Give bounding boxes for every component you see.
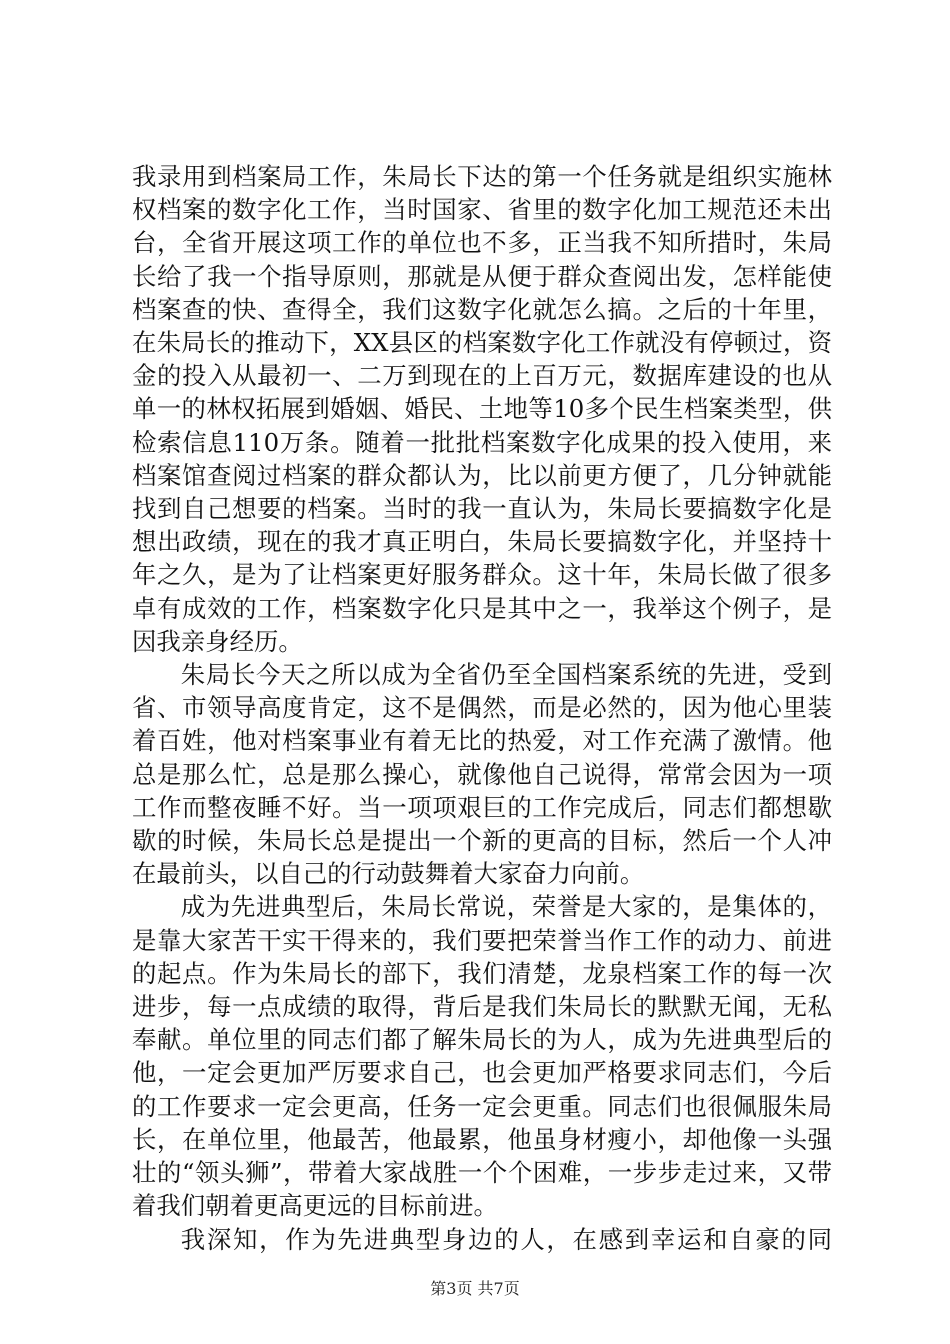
paragraph-3: 成为先进典型后，朱局长常说，荣誉是大家的，是集体的，是靠大家苦干实干得来的，我们要把荣誉当作工作的动力、前进的起点。作为朱局长的部下，我们清楚，龙泉档案工作的每一次进步，每一点成绩的取得，背后是我们朱局长的默默无闻，无私奉献。单位里的同志们都了解朱局长的为人，成为先进典型后的他，一定会更加严厉要求自己，也会更加严格要求同志们，今后的工作要求一定会更高，任务一定会更重。同志们也很佩服朱局长，在单位里，他最苦，他最累，他虽身材瘦小，却他像一头强壮的“领头狮”，带着大家战胜一个个困难，一步步走过来，又带着我们朝着更高更远的目标前进。 xyxy=(132,892,832,1221)
paragraph-2: 朱局长今天之所以成为全省仍至全国档案系统的先进，受到省、市领导高度肯定，这不是偶然，而是必然的，因为他心里装着百姓，他对档案事业有着无比的热爱，对工作充满了激情。他总是那么忙，总是那么操心，就像他自己说得，常常会因为一项工作而整夜睡不好。当一项项艰巨的工作完成后，同志们都想歇歇的时候，朱局长总是提出一个新的更高的目标，然后一个人冲在最前头，以自己的行动鼓舞着大家奋力向前。 xyxy=(132,660,832,889)
paragraph-4: 我深知，作为先进典型身边的人，在感到幸运和自豪的同 xyxy=(180,1224,832,1254)
document-body xyxy=(132,160,832,1256)
paragraph-1: 我录用到档案局工作，朱局长下达的第一个任务就是组织实施林权档案的数字化工作，当时国家、省里的数字化加工规范还未出台，全省开展这项工作的单位也不多，正当我不知所措时，朱局长给了我一个指导原则，那就是从便于群众查阅出发，怎样能使档案查的快、查得全，我们这数字化就怎么搞。之后的十年里，在朱局长的推动下，XX县区的档案数字化工作就没有停顿过，资金的投入从最初一、二万到现在的上百万元，数据库建设的也从单一的林权拓展到婚姻、婚民、土地等10多个民生档案类型，供检索信息110万条。随着一批批档案数字化成果的投入使用，来档案馆查阅过档案的群众都认为，比以前更方便了，几分钟就能找到自己想要的档案。当时的我一直认为，朱局长要搞数字化是想出政绩，现在的我才真正明白，朱局长要搞数字化，并坚持十年之久，是为了让档案更好服务群众。这十年，朱局长做了很多卓有成效的工作，档案数字化只是其中之一，我举这个例子，是因我亲身经历。 xyxy=(132,162,832,656)
page-footer: 第3页 共7页 xyxy=(430,1279,520,1298)
